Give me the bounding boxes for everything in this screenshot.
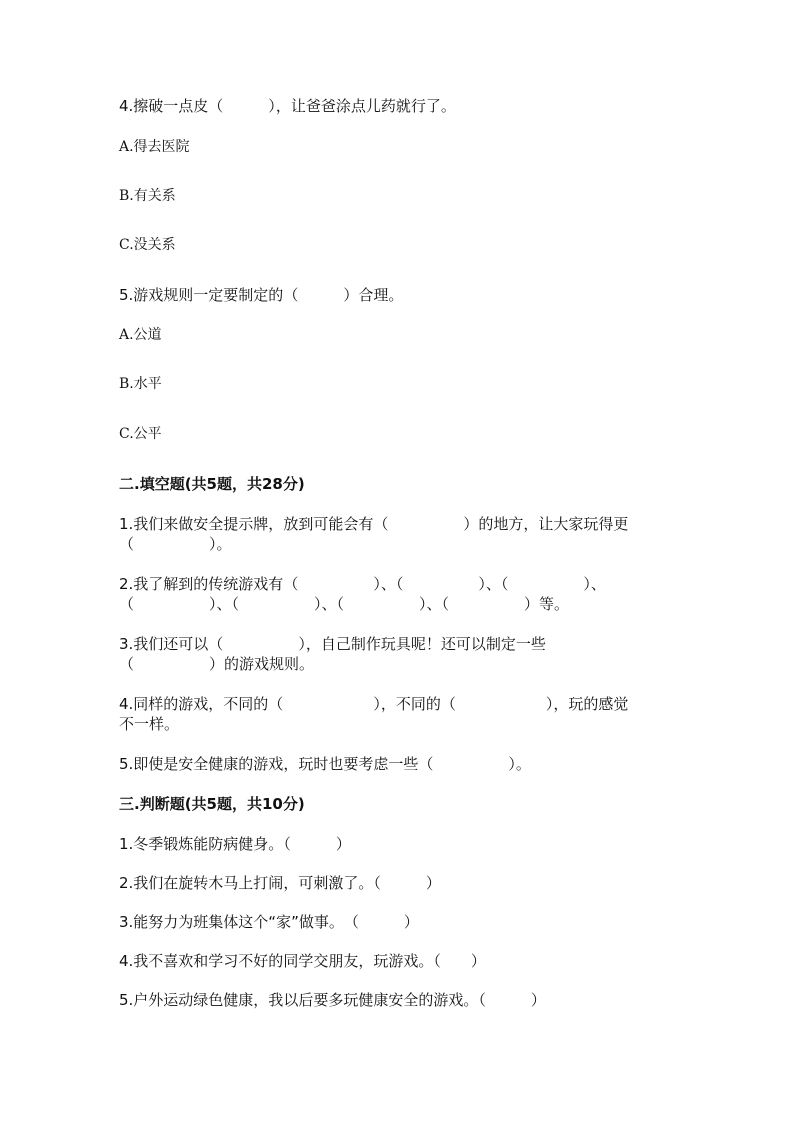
judge-item-5: 5.户外运动绿色健康，我以后要多玩健康安全的游戏。（ ） — [119, 991, 546, 1009]
fill-item-1-line-1: 1.我们来做安全提示牌，放到可能会有（ ）的地方，让大家玩得更 — [119, 515, 629, 533]
fill-item-2-line-2: （ ）、（ ）、（ ）、（ ）等。 — [119, 595, 570, 613]
fill-item-2-line-1: 2.我了解到的传统游戏有（ ）、（ ）、（ ）、 — [119, 575, 606, 593]
judge-item-1: 1.冬季锻炼能防病健身。（ ） — [119, 835, 351, 853]
fill-item-5-line-1: 5.即使是安全健康的游戏，玩时也要考虑一些（ ）。 — [119, 755, 531, 773]
judge-section-heading: 三.判断题(共5题，共10分) — [119, 795, 305, 813]
question-4-option-a: A.得去医院 — [119, 139, 190, 155]
question-5-option-c: C.公平 — [119, 426, 162, 442]
question-4-stem: 4.擦破一点皮（ ），让爸爸涂点儿药就行了。 — [119, 97, 456, 115]
fill-section-heading: 二.填空题(共5题，共28分) — [119, 475, 305, 493]
question-5-stem: 5.游戏规则一定要制定的（ ）合理。 — [119, 286, 404, 304]
question-5-option-a: A.公道 — [119, 327, 162, 343]
fill-item-1-line-2: （ ）。 — [119, 535, 232, 553]
judge-item-3: 3.能努力为班集体这个“家”做事。 （ ） — [119, 913, 419, 931]
question-4-option-c: C.没关系 — [119, 237, 176, 253]
fill-item-4-line-2: 不一样。 — [119, 715, 180, 733]
fill-item-3-line-2: （ ）的游戏规则。 — [119, 655, 315, 673]
fill-item-4-line-1: 4.同样的游戏，不同的（ ），不同的（ ），玩的感觉 — [119, 695, 629, 713]
question-4-option-b: B.有关系 — [119, 188, 176, 204]
question-5-option-b: B.水平 — [119, 376, 162, 392]
judge-item-2: 2.我们在旋转木马上打闹，可刺激了。（ ） — [119, 874, 441, 892]
fill-item-3-line-1: 3.我们还可以（ ），自己制作玩具呢！还可以制定一些 — [119, 635, 546, 653]
judge-item-4: 4.我不喜欢和学习不好的同学交朋友，玩游戏。（ ） — [119, 952, 486, 970]
